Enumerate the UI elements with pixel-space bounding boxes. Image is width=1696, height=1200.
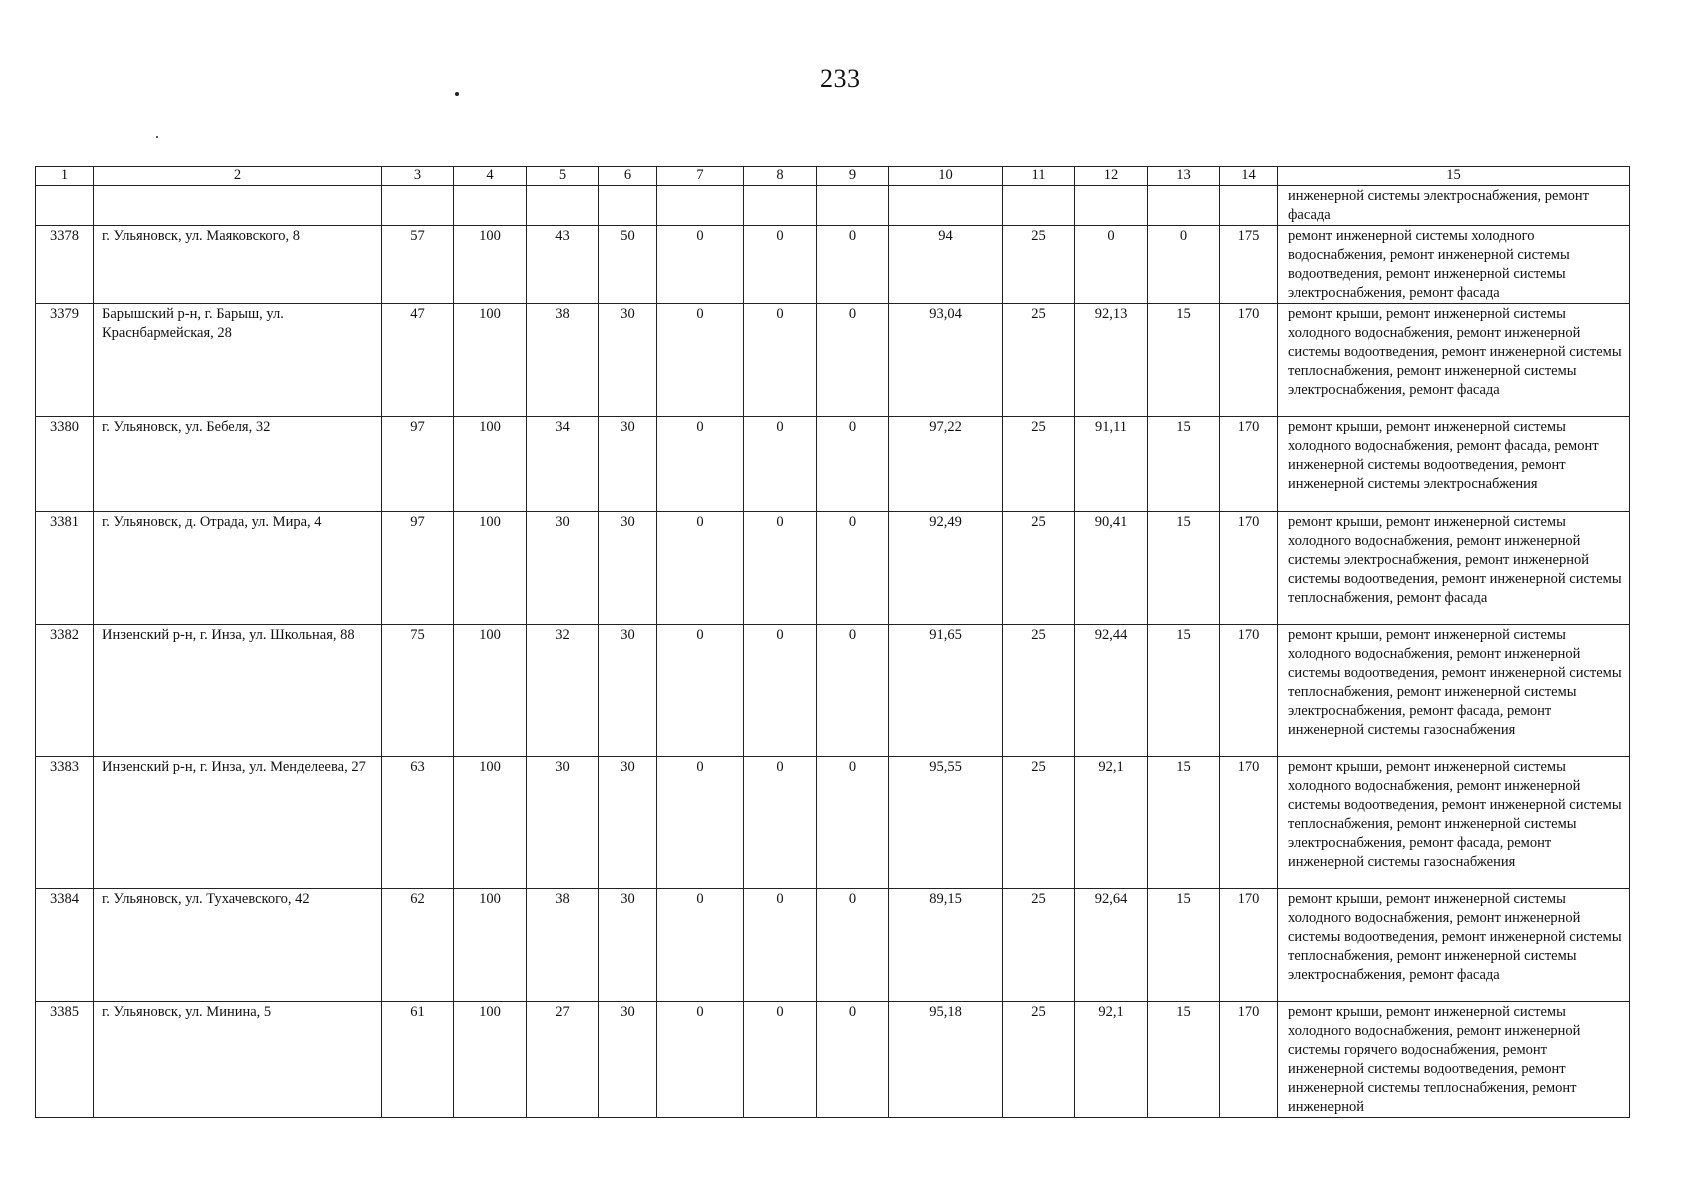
value-cell-col-3: 75 — [382, 625, 454, 757]
value-cell-col-8: 0 — [744, 889, 817, 1002]
value-cell-col-12: 92,1 — [1075, 1002, 1148, 1118]
row-number-cell: 3380 — [36, 417, 94, 512]
column-header-15: 15 — [1278, 167, 1630, 186]
column-header-6: 6 — [599, 167, 657, 186]
value-cell-col-3: 61 — [382, 1002, 454, 1118]
column-header-row — [36, 167, 1630, 186]
row-number-cell: 3385 — [36, 1002, 94, 1118]
value-cell-col-5: 30 — [527, 757, 599, 889]
value-cell-col-7: 0 — [657, 226, 744, 304]
value-cell-col-8: 0 — [744, 304, 817, 417]
value-cell-col-12: 92,44 — [1075, 625, 1148, 757]
works-cell: ремонт крыши, ремонт инженерной системы холодного водоснабжения, ремонт инженерной системы водоотведения, ремонт инженерной системы теплоснабжения, ремонт инженерной системы электроснабжения, ремонт фасада, ремонт инженерной системы газоснабжения — [1278, 757, 1630, 889]
value-cell-col-6: 30 — [599, 1002, 657, 1118]
value-cell-col-4: 100 — [454, 304, 527, 417]
value-cell-col-9: 0 — [817, 1002, 889, 1118]
value-cell-col-4: 100 — [454, 226, 527, 304]
value-cell-col-4: 100 — [454, 889, 527, 1002]
table-row — [36, 512, 1630, 625]
table-row — [36, 226, 1630, 304]
value-cell-col-12 — [1075, 186, 1148, 226]
table-row — [36, 417, 1630, 512]
works-cell: ремонт крыши, ремонт инженерной системы холодного водоснабжения, ремонт инженерной системы электроснабжения, ремонт инженерной системы водоотведения, ремонт инженерной системы теплоснабжения, ремонт фасада — [1278, 512, 1630, 625]
value-cell-col-7: 0 — [657, 1002, 744, 1118]
value-cell-col-6: 30 — [599, 625, 657, 757]
value-cell-col-14: 170 — [1220, 1002, 1278, 1118]
value-cell-col-7: 0 — [657, 512, 744, 625]
column-header-9: 9 — [817, 167, 889, 186]
column-header-4: 4 — [454, 167, 527, 186]
value-cell-col-3: 63 — [382, 757, 454, 889]
row-number-cell: 3379 — [36, 304, 94, 417]
value-cell-col-6: 50 — [599, 226, 657, 304]
column-header-8: 8 — [744, 167, 817, 186]
value-cell-col-6 — [599, 186, 657, 226]
value-cell-col-6: 30 — [599, 304, 657, 417]
row-number-cell: 3383 — [36, 757, 94, 889]
column-header-14: 14 — [1220, 167, 1278, 186]
value-cell-col-10: 95,18 — [889, 1002, 1003, 1118]
value-cell-col-12: 92,13 — [1075, 304, 1148, 417]
value-cell-col-4: 100 — [454, 757, 527, 889]
repair-program-table — [35, 166, 1630, 1118]
column-header-2: 2 — [94, 167, 382, 186]
value-cell-col-11: 25 — [1003, 226, 1075, 304]
value-cell-col-3: 62 — [382, 889, 454, 1002]
works-cell: ремонт крыши, ремонт инженерной системы холодного водоснабжения, ремонт инженерной системы горячего водоснабжения, ремонт инженерной системы водоотведения, ремонт инженерной системы теплоснабжения, ремонт инженерной — [1278, 1002, 1630, 1118]
value-cell-col-4: 100 — [454, 512, 527, 625]
value-cell-col-12: 92,64 — [1075, 889, 1148, 1002]
value-cell-col-9 — [817, 186, 889, 226]
value-cell-col-8: 0 — [744, 417, 817, 512]
value-cell-col-3: 47 — [382, 304, 454, 417]
value-cell-col-10 — [889, 186, 1003, 226]
value-cell-col-11: 25 — [1003, 1002, 1075, 1118]
address-cell: Инзенский р-н, г. Инза, ул. Школьная, 88 — [94, 625, 382, 757]
value-cell-col-12: 0 — [1075, 226, 1148, 304]
value-cell-col-14: 175 — [1220, 226, 1278, 304]
value-cell-col-9: 0 — [817, 226, 889, 304]
value-cell-col-5: 30 — [527, 512, 599, 625]
page-number: 233 — [820, 64, 861, 93]
value-cell-col-9: 0 — [817, 304, 889, 417]
value-cell-col-5: 34 — [527, 417, 599, 512]
value-cell-col-11: 25 — [1003, 512, 1075, 625]
value-cell-col-14: 170 — [1220, 417, 1278, 512]
value-cell-col-13: 0 — [1148, 226, 1220, 304]
column-header-3: 3 — [382, 167, 454, 186]
value-cell-col-8: 0 — [744, 1002, 817, 1118]
table-row — [36, 304, 1630, 417]
value-cell-col-8: 0 — [744, 226, 817, 304]
value-cell-col-5: 27 — [527, 1002, 599, 1118]
value-cell-col-8: 0 — [744, 757, 817, 889]
value-cell-col-8: 0 — [744, 512, 817, 625]
value-cell-col-13: 15 — [1148, 757, 1220, 889]
row-number-cell: 3381 — [36, 512, 94, 625]
column-header-11: 11 — [1003, 167, 1075, 186]
value-cell-col-5: 43 — [527, 226, 599, 304]
value-cell-col-11: 25 — [1003, 757, 1075, 889]
value-cell-col-7: 0 — [657, 304, 744, 417]
value-cell-col-3 — [382, 186, 454, 226]
column-header-5: 5 — [527, 167, 599, 186]
value-cell-col-4 — [454, 186, 527, 226]
value-cell-col-10: 92,49 — [889, 512, 1003, 625]
value-cell-col-13: 15 — [1148, 304, 1220, 417]
value-cell-col-13: 15 — [1148, 512, 1220, 625]
value-cell-col-10: 95,55 — [889, 757, 1003, 889]
address-cell: г. Ульяновск, ул. Минина, 5 — [94, 1002, 382, 1118]
value-cell-col-5: 38 — [527, 304, 599, 417]
works-cell: ремонт крыши, ремонт инженерной системы холодного водоснабжения, ремонт фасада, ремонт инженерной системы водоотведения, ремонт инженерной системы электроснабжения — [1278, 417, 1630, 512]
value-cell-col-4: 100 — [454, 417, 527, 512]
value-cell-col-3: 97 — [382, 512, 454, 625]
address-cell: Барышский р-н, г. Барыш, ул. Краснбармейская, 28 — [94, 304, 382, 417]
address-cell — [94, 186, 382, 226]
value-cell-col-5 — [527, 186, 599, 226]
value-cell-col-10: 93,04 — [889, 304, 1003, 417]
value-cell-col-14 — [1220, 186, 1278, 226]
address-cell: Инзенский р-н, г. Инза, ул. Менделеева, 27 — [94, 757, 382, 889]
value-cell-col-12: 91,11 — [1075, 417, 1148, 512]
works-cell: ремонт инженерной системы холодного водоснабжения, ремонт инженерной системы водоотведения, ремонт инженерной системы электроснабжения, ремонт фасада — [1278, 226, 1630, 304]
value-cell-col-14: 170 — [1220, 304, 1278, 417]
value-cell-col-13: 15 — [1148, 417, 1220, 512]
scan-speck — [455, 92, 459, 96]
value-cell-col-11 — [1003, 186, 1075, 226]
address-cell: г. Ульяновск, ул. Бебеля, 32 — [94, 417, 382, 512]
value-cell-col-10: 89,15 — [889, 889, 1003, 1002]
value-cell-col-13 — [1148, 186, 1220, 226]
value-cell-col-10: 94 — [889, 226, 1003, 304]
address-cell: г. Ульяновск, ул. Маяковского, 8 — [94, 226, 382, 304]
value-cell-col-9: 0 — [817, 417, 889, 512]
table-row — [36, 757, 1630, 889]
continuation-row — [36, 186, 1630, 226]
column-header-13: 13 — [1148, 167, 1220, 186]
value-cell-col-14: 170 — [1220, 757, 1278, 889]
column-header-10: 10 — [889, 167, 1003, 186]
value-cell-col-7: 0 — [657, 417, 744, 512]
value-cell-col-14: 170 — [1220, 889, 1278, 1002]
value-cell-col-11: 25 — [1003, 304, 1075, 417]
value-cell-col-14: 170 — [1220, 625, 1278, 757]
column-header-7: 7 — [657, 167, 744, 186]
value-cell-col-7: 0 — [657, 757, 744, 889]
works-cell: инженерной системы электроснабжения, ремонт фасада — [1278, 186, 1630, 226]
value-cell-col-11: 25 — [1003, 625, 1075, 757]
address-cell: г. Ульяновск, ул. Тухачевского, 42 — [94, 889, 382, 1002]
scan-speck — [156, 136, 158, 138]
column-header-12: 12 — [1075, 167, 1148, 186]
value-cell-col-10: 91,65 — [889, 625, 1003, 757]
value-cell-col-9: 0 — [817, 757, 889, 889]
value-cell-col-10: 97,22 — [889, 417, 1003, 512]
value-cell-col-11: 25 — [1003, 417, 1075, 512]
column-header-1: 1 — [36, 167, 94, 186]
value-cell-col-7: 0 — [657, 625, 744, 757]
value-cell-col-13: 15 — [1148, 625, 1220, 757]
value-cell-col-12: 90,41 — [1075, 512, 1148, 625]
value-cell-col-8: 0 — [744, 625, 817, 757]
value-cell-col-9: 0 — [817, 625, 889, 757]
value-cell-col-3: 97 — [382, 417, 454, 512]
works-cell: ремонт крыши, ремонт инженерной системы холодного водоснабжения, ремонт инженерной системы водоотведения, ремонт инженерной системы теплоснабжения, ремонт инженерной системы электроснабжения, ремонт фасада — [1278, 304, 1630, 417]
value-cell-col-4: 100 — [454, 625, 527, 757]
value-cell-col-13: 15 — [1148, 889, 1220, 1002]
row-number-cell: 3378 — [36, 226, 94, 304]
table-row — [36, 625, 1630, 757]
value-cell-col-6: 30 — [599, 889, 657, 1002]
value-cell-col-6: 30 — [599, 417, 657, 512]
value-cell-col-6: 30 — [599, 512, 657, 625]
value-cell-col-8 — [744, 186, 817, 226]
works-cell: ремонт крыши, ремонт инженерной системы холодного водоснабжения, ремонт инженерной системы водоотведения, ремонт инженерной системы теплоснабжения, ремонт инженерной системы электроснабжения, ремонт фасада — [1278, 889, 1630, 1002]
table-row — [36, 1002, 1630, 1118]
value-cell-col-9: 0 — [817, 889, 889, 1002]
row-number-cell — [36, 186, 94, 226]
value-cell-col-3: 57 — [382, 226, 454, 304]
works-cell: ремонт крыши, ремонт инженерной системы холодного водоснабжения, ремонт инженерной системы водоотведения, ремонт инженерной системы теплоснабжения, ремонт инженерной системы электроснабжения, ремонт фасада, ремонт инженерной системы газоснабжения — [1278, 625, 1630, 757]
value-cell-col-6: 30 — [599, 757, 657, 889]
value-cell-col-4: 100 — [454, 1002, 527, 1118]
value-cell-col-13: 15 — [1148, 1002, 1220, 1118]
value-cell-col-5: 38 — [527, 889, 599, 1002]
value-cell-col-7: 0 — [657, 889, 744, 1002]
value-cell-col-9: 0 — [817, 512, 889, 625]
value-cell-col-14: 170 — [1220, 512, 1278, 625]
value-cell-col-7 — [657, 186, 744, 226]
row-number-cell: 3384 — [36, 889, 94, 1002]
row-number-cell: 3382 — [36, 625, 94, 757]
value-cell-col-12: 92,1 — [1075, 757, 1148, 889]
value-cell-col-5: 32 — [527, 625, 599, 757]
value-cell-col-11: 25 — [1003, 889, 1075, 1002]
table-row — [36, 889, 1630, 1002]
address-cell: г. Ульяновск, д. Отрада, ул. Мира, 4 — [94, 512, 382, 625]
